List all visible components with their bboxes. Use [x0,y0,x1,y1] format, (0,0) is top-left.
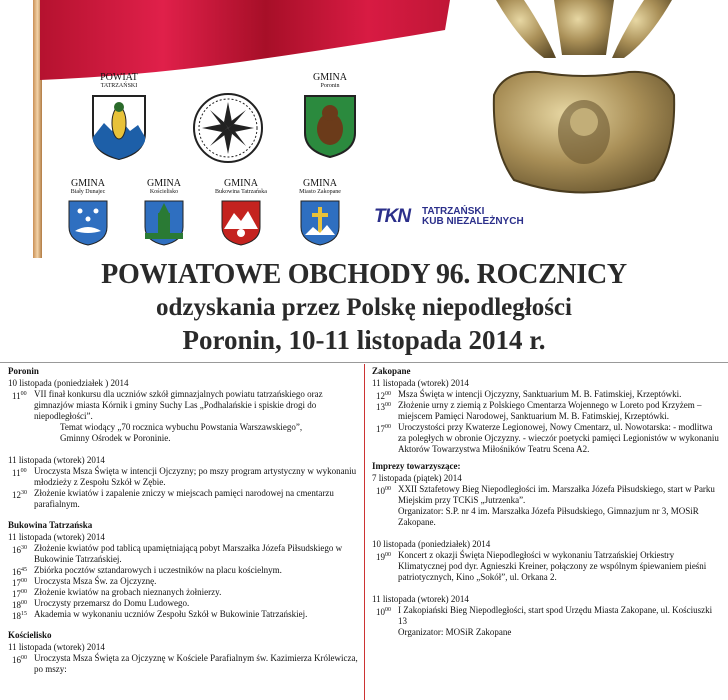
section-heading: Poronin [8,366,39,376]
emblem-name: GMINA [71,178,105,189]
column-divider [364,364,365,700]
emblem-name: GMINA [303,178,337,189]
tkn-line2: KUB NIEZALEŻNYCH [422,216,524,227]
event-text: I Zakopiański Bieg Niepodległości, start spod Urzędu Miasta Zakopane, ul. Kościuszki 13 [398,605,713,626]
date-line: 11 listopada (wtorek) 2014 [372,378,469,388]
emblem-sub: Biały Dunajec [70,189,106,195]
emblem-bukowina [208,178,274,247]
event-time: $16^{00}$ [12,655,27,665]
date-line: 10 listopada (poniedziałek ) 2014 [8,378,129,388]
event-text: Msza Święta w intencji Ojczyzny, Sanktuarium M. B. Fatimskiej, Krzeptówki. [398,389,682,399]
event-time: $17^{00}$ [12,578,27,588]
event-time: $17^{00}$ [12,589,27,599]
event-text: Uroczysty przemarsz do Domu Ludowego. [34,598,190,608]
event-item [372,400,722,422]
event-note: po mszy: [34,664,67,674]
event-item [8,598,358,609]
event-item [8,389,358,444]
emblem-poronin [300,72,360,159]
event-time: $10^{00}$ [376,607,391,617]
left-column [8,366,358,675]
right-column [372,366,722,638]
event-text: Zbiórka pocztów sztandarowych i uczestników na placu kościelnym. [34,565,282,575]
event-text: Akademia w wykonaniu uczniów Zespołu Szkół w Bukowinie Tatrzańskiej. [34,609,308,619]
event-text: Uroczystości przy Kwaterze Legionowej, Nowy Cmentarz, ul. Nowotarska: - modlitwa za poległych w obronie Ojczyzny. - wieczór poetycki pamięci Legionistów w wykonaniu Aktorów Towarzystwa Miłośników Teatru Scena A2. [398,422,719,454]
event-time: $16^{30}$ [12,545,27,555]
event-item [8,653,358,675]
event-text: Złożenie urny z ziemią z Polskiego Cmentarza Wojennego w Loreto pod Krzyżem – miejscem Pamięci Narodowej, Sanktuarium M. B. Fatimskiej, Krzeptówki. [398,400,702,421]
date-line: 11 listopada (wtorek) 2014 [8,532,105,542]
event-item [372,389,722,400]
event-text: Złożenie kwiatów pod tablicą upamiętniającą pobyt Marszałka Józefa Piłsudskiego w Bukowinie Tatrzańskiej. [34,543,343,564]
event-time: $18^{00}$ [12,600,27,610]
emblem-sub: Kościelisko [149,189,179,195]
event-place: Gminny Ośrodek w Poroninie. [60,433,171,443]
event-item [8,466,358,488]
subtitle: odzyskania przez Polskę niepodległości [156,294,572,321]
tkn-logo [374,204,544,230]
event-text: VII finał konkursu dla uczniów szkół gimnazjalnych powiatu tatrzańskiego oraz gimnazjów miasta Kórnik i gminy Suchy Las „Podhalańskie i spiskie drogi do niepodległości”. [34,389,323,421]
section-heading: Bukowina Tatrzańska [8,520,93,530]
event-time: $17^{00}$ [376,424,391,434]
event-text: XXII Sztafetowy Bieg Niepodległości im. Marszałka Józefa Piłsudskiego, start w Parku Miejskim przy TCKiS „Jutrzenka”. [398,484,715,505]
poronin-coat-of-arms-icon [302,93,358,159]
polish-eagle-badge-image [484,0,684,200]
red-flag-image [40,0,450,80]
emblem-sub: Miasto Zakopane [299,189,341,195]
tkn-logo-caption [422,207,524,227]
event-item [372,484,722,528]
koscielisko-coat-of-arms-icon [143,199,185,247]
event-organizer: Organizator: MOSiR Zakopane [398,627,512,637]
event-text: Złożenie kwiatów i zapalenie zniczy w miejscach pamięci narodowej na cmentarzu parafialnym. [34,488,334,509]
tkn-line1: TATRZAŃSKI [422,206,485,217]
event-text: Złożenie kwiatów na grobach nieznanych żołnierzy. [34,587,222,597]
event-item [8,488,358,510]
event-item [8,609,358,620]
bukowina-coat-of-arms-icon [220,199,262,247]
event-text: Uroczysta Msza Św. za Ojczyznę. [34,576,157,586]
powiat-coat-of-arms-icon [90,93,148,161]
divider [0,362,728,363]
event-time: $12^{30}$ [12,490,27,500]
event-text: Uroczysta Msza Święta w intencji Ojczyzny; po mszy program artystyczny w wykonaniu młodzieży z Zespołu Szkół w Zębie. [34,466,357,487]
event-item [8,543,358,565]
date-line: 11 listopada (wtorek) 2014 [8,642,105,652]
event-item [8,587,358,598]
event-text: Uroczysta Msza Święta za Ojczyznę w Kościele Parafialnym św. Kazimierza Królewicza, [34,653,358,663]
date-line: 10 listopada (poniedziałek) 2014 [372,539,491,549]
main-title: POWIATOWE OBCHODY 96. ROCZNICY [101,259,627,290]
emblem-name: GMINA [147,178,181,189]
event-item [372,550,722,583]
emblem-sub: Bukowina Tatrzańska [215,189,267,195]
emblem-rosette [191,92,265,167]
date-location-title: Poronin, 10-11 listopada 2014 r. [182,325,546,355]
emblem-sub: Poronin [320,83,340,89]
event-time: $11^{00}$ [12,391,27,401]
tkn-logo-text: TKN [374,206,411,227]
emblem-koscielisko [136,178,192,247]
emblem-name: GMINA [313,72,347,83]
emblem-zakopane [290,178,350,247]
event-organizer: Organizator: S.P. nr 4 im. Marszałka Józefa Piłsudskiego, Gimnazjum nr 3, MOSiR Zakopane. [398,506,699,527]
event-time: $19^{00}$ [376,552,391,562]
date-line: 11 listopada (wtorek) 2014 [8,455,105,465]
event-time: $12^{00}$ [376,391,391,401]
event-time: $16^{45}$ [12,567,27,577]
event-time: $10^{00}$ [376,486,391,496]
bialy-dunajec-coat-of-arms-icon [67,199,109,247]
date-line: 11 listopada (wtorek) 2014 [372,594,469,604]
rosette-icon [192,92,264,164]
event-item [372,422,722,455]
emblem-sub: TATRZAŃSKI [100,83,138,89]
event-theme: Temat wiodący „70 rocznica wybuchu Powstania Warszawskiego”, [60,422,303,432]
emblem-powiat [88,72,150,161]
emblem-name: GMINA [224,178,258,189]
section-heading: Kościelisko [8,630,52,640]
emblem-bialy-dunajec [60,178,116,247]
event-time: $13^{00}$ [376,402,391,412]
date-line: 7 listopada (piątek) 2014 [372,473,462,483]
event-text: Koncert z okazji Święta Niepodległości w wykonaniu Tatrzańskiej Orkiestry Klimatycznej pod dyr. Agnieszki Kreiner, połączony ze wspólnym śpiewaniem pieśni patriotycznych, Kino „Sokół”, ul. Orkana 2. [398,550,707,582]
event-item [8,565,358,576]
emblem-name: POWIAT [100,72,138,83]
zakopane-coat-of-arms-icon [299,199,341,247]
event-item [372,605,722,638]
section-heading: Imprezy towarzyszące: [372,461,461,471]
event-time: $11^{00}$ [12,468,27,478]
event-item [8,576,358,587]
event-time: $18^{15}$ [12,611,27,621]
section-heading: Zakopane [372,366,411,376]
